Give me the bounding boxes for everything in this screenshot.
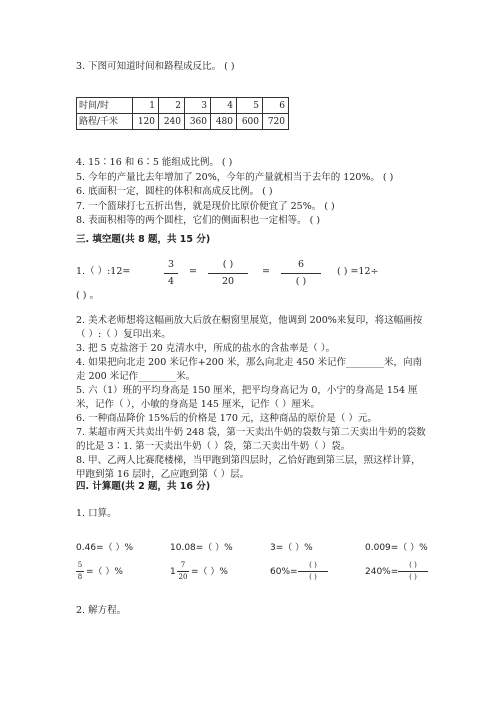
fill-items: [76, 314, 426, 482]
table-head-time: 时间/时: [77, 98, 133, 114]
list-item: 8. 甲、乙两人比赛爬楼梯，当甲跑到第四层时，乙恰好跑到第三层，照这样计算，甲跑到第 16 层时，乙应跑到第（ ）层。: [76, 455, 421, 480]
fraction-denominator: 8: [77, 573, 83, 581]
table-cell: 5: [237, 98, 263, 114]
fraction-numerator: ( ): [309, 561, 317, 569]
table-cell: 3: [185, 98, 211, 114]
fraction-denominator: 4: [167, 276, 175, 287]
fraction-5-8: [76, 561, 84, 582]
fraction-numerator: 7: [180, 561, 186, 569]
fraction-denominator: ( ): [295, 276, 307, 287]
time-distance-table: [76, 97, 289, 130]
table-head-distance: 路程/千米: [77, 114, 133, 130]
list-item: 6. 底面积一定，圆柱的体积和高成反比例。 ( ): [76, 186, 273, 198]
table-cell: 360: [185, 114, 211, 130]
table-cell: 720: [263, 114, 289, 130]
fraction-numerator: ( ): [222, 259, 234, 270]
fraction-numerator: 3: [167, 259, 175, 270]
calc-item: 0.46=（ ）%: [76, 543, 133, 553]
table-cell: 240: [159, 114, 185, 130]
list-item: 4. 如果把向北走 200 米记作+200 米，那么向北走 450 米记作________米，向南走 200 米记作________米。: [76, 357, 423, 382]
fraction-bar: [177, 571, 189, 572]
fraction-bar: [298, 571, 328, 572]
calc-item: 0.009=（ ）%: [365, 543, 428, 553]
fraction-7-20: [177, 561, 189, 582]
table-cell: 2: [159, 98, 185, 114]
fraction-denominator: ( ): [309, 573, 317, 581]
equals-sign: =: [262, 266, 270, 277]
equals-sign: =: [189, 266, 197, 277]
calc-item: =（ ）%: [86, 567, 123, 577]
list-item: 5. 六（1）班的平均身高是 150 厘米，把平均身高记为 0，小宁的身高是 154 厘米，记作（ ），小敏的身高是 145 厘米，记作（ ）厘米。: [76, 385, 418, 410]
list-item: 4. 15∶16 和 6∶5 能组成比例。 ( ): [76, 157, 233, 168]
list-item: 8. 表面积相等的两个圆柱，它们的侧面积也一定相等。 ( ): [76, 215, 321, 227]
section-4-heading: 四. 计算题(共 2 题，共 16 分): [76, 481, 211, 492]
list-item: 5. 今年的产量比去年增加了 20%，今年的产量就相当于去年的 120%。 ( ): [76, 171, 394, 183]
fill-q1-line2: ( ) 。: [76, 290, 99, 301]
fraction-numerator: ( ): [409, 561, 417, 569]
section-3-heading: 三. 填空题(共 8 题，共 15 分): [76, 234, 211, 245]
fraction-bar: [281, 273, 321, 274]
calc-item: =（ ）%: [191, 567, 228, 577]
mixed-number-whole: 1: [170, 567, 176, 577]
calc-item: 10.08=（ ）%: [170, 543, 233, 553]
fill-q1-tail: ( ) =12÷: [337, 266, 379, 277]
judgement-list: [76, 156, 393, 229]
fraction-bar: [208, 273, 248, 274]
list-item: 6. 一种商品降价 15%后的价格是 170 元，这种商品的原价是（ ）元。: [76, 413, 377, 424]
fraction-3-4: [164, 258, 178, 289]
table-cell: 480: [211, 114, 237, 130]
list-item: 2. 美术老师想将这幅画放大后放在橱窗里展览，他调到 200%来复印，将这幅画按（ ）:（ ）复印出来。: [76, 315, 423, 340]
table-cell: 1: [133, 98, 159, 114]
fill-q1-lead: 1.（ ）:12=: [76, 266, 131, 277]
fraction-numerator: 5: [77, 561, 83, 569]
fraction-bar: [398, 571, 428, 572]
table-row: [77, 98, 289, 114]
question-3: 3. 下图可知道时间和路程成反比。 ( ): [76, 61, 235, 72]
table-cell: 4: [211, 98, 237, 114]
fraction-numerator: 6: [297, 259, 305, 270]
list-item: 7. 某超市两天共卖出牛奶 248 袋，第一天卖出牛奶的袋数与第二天卖出牛奶的袋数的比是 3∶1. 第一天卖出牛奶（ ）袋，第二天卖出牛奶（ ）袋。: [76, 427, 426, 452]
calc-item: 60%=: [270, 567, 298, 577]
table-cell: 6: [263, 98, 289, 114]
list-item: 3. 把 5 克盐溶于 20 克清水中，所成的盐水的含盐率是（ ）。: [76, 343, 336, 354]
table-cell: 120: [133, 114, 159, 130]
fraction-denominator: 20: [178, 573, 188, 581]
fraction-blank: [398, 561, 428, 582]
fraction-denominator: 20: [221, 276, 235, 287]
table-cell: 600: [237, 114, 263, 130]
list-item: 7. 一个篮球打七五折出售，就是现价比原价便宜了 25%。 ( ): [76, 200, 335, 212]
fraction-blank: [298, 561, 328, 582]
solve-equation-title: 2. 解方程。: [76, 605, 127, 616]
table-row: [77, 114, 289, 130]
oral-calc-title: 1. 口算。: [76, 508, 117, 519]
fraction-bar: [76, 571, 84, 572]
calc-item: 240%=: [365, 567, 399, 577]
fraction-6-blank: [281, 258, 321, 289]
fraction-blank-20: [208, 258, 248, 289]
calc-item: 3=（ ）%: [270, 543, 313, 553]
fraction-denominator: ( ): [409, 573, 417, 581]
fraction-bar: [164, 273, 178, 274]
